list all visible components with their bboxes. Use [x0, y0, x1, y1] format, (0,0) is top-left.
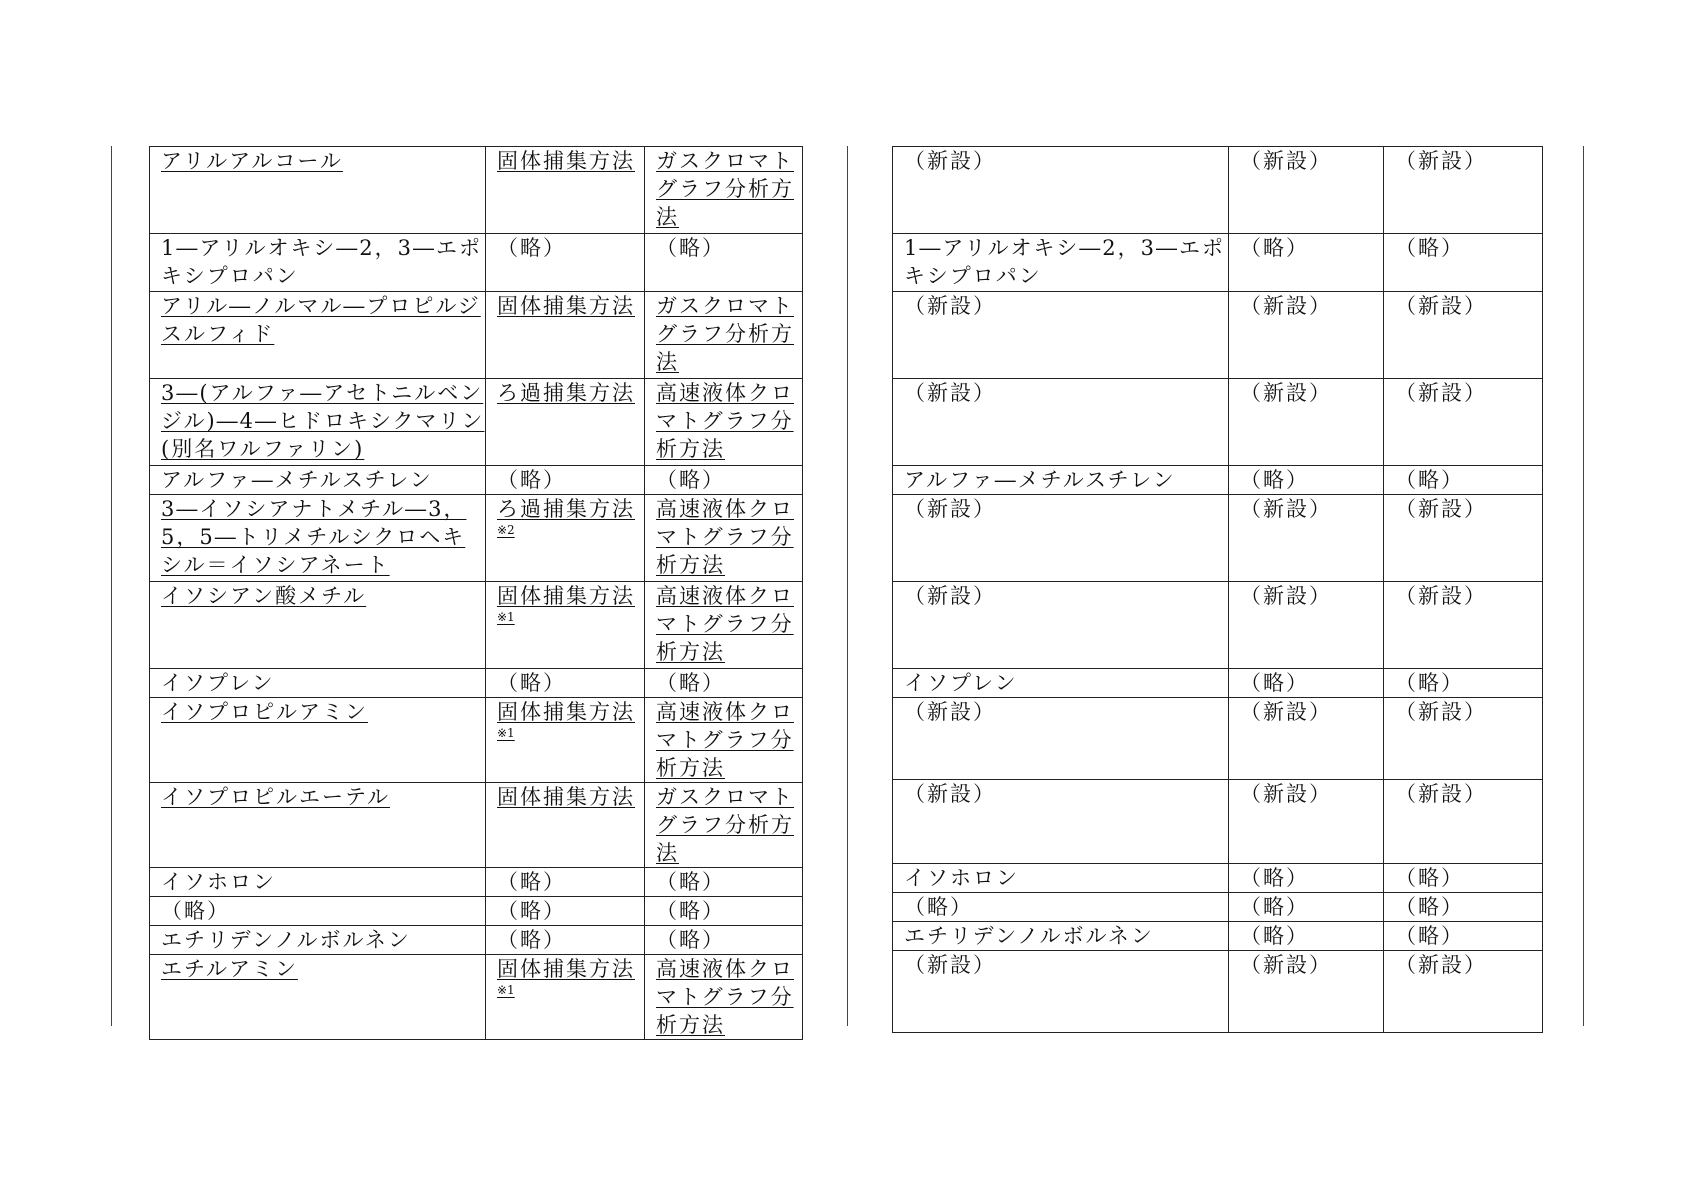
- substance-name: アリルアルコール: [161, 149, 343, 173]
- sampling-method: （新設）: [1240, 381, 1332, 405]
- analysis-method: （略）: [1395, 866, 1464, 890]
- table-row: [150, 698, 803, 783]
- substance-name: エチルアミン: [161, 957, 298, 981]
- sampling-method: 固体捕集方法: [497, 584, 635, 608]
- substance-name: アルファ―メチルスチレン: [904, 468, 1176, 492]
- analysis-method-cell: [1384, 893, 1543, 922]
- sampling-method-cell: [1229, 292, 1384, 379]
- analysis-method-cell: [1384, 466, 1543, 495]
- substance-name: 1―アリルオキシ―2，3―エポキシプロパン: [161, 236, 483, 288]
- substance-name: （略）: [161, 899, 230, 923]
- analysis-method: 高速液体クロマトグラフ分析方法: [656, 381, 794, 461]
- substance-name: 1―アリルオキシ―2，3―エポキシプロパン: [904, 236, 1226, 288]
- analysis-method-cell: [1384, 669, 1543, 698]
- analysis-method-cell: [1384, 698, 1543, 780]
- sampling-method-cell: [486, 147, 645, 234]
- analysis-method: 高速液体クロマトグラフ分析方法: [656, 497, 794, 577]
- table-row: [150, 897, 803, 926]
- substance-name: イソホロン: [904, 866, 1019, 890]
- sampling-method-cell: [1229, 466, 1384, 495]
- substance-cell: [893, 292, 1229, 379]
- sampling-note: ※1: [497, 983, 515, 997]
- sampling-method: （新設）: [1240, 149, 1332, 173]
- sampling-method: 固体捕集方法: [497, 294, 635, 318]
- table-row: [893, 864, 1543, 893]
- sampling-method: 固体捕集方法: [497, 785, 635, 809]
- analysis-method-cell: [1384, 922, 1543, 951]
- sampling-method-cell: [486, 868, 645, 897]
- substance-cell: [893, 582, 1229, 669]
- substance-cell: [150, 466, 486, 495]
- substance-cell: [150, 495, 486, 582]
- sampling-method: （新設）: [1240, 294, 1332, 318]
- right-margin-line: [1583, 146, 1584, 1026]
- substance-cell: [893, 780, 1229, 864]
- sampling-method-cell: [486, 897, 645, 926]
- sampling-method-cell: [486, 292, 645, 379]
- analysis-method: （略）: [656, 899, 725, 923]
- analysis-method: （略）: [1395, 236, 1464, 260]
- sampling-method-cell: [1229, 234, 1384, 292]
- sampling-method: （略）: [497, 236, 566, 260]
- table-row: [893, 234, 1543, 292]
- sampling-method: （略）: [1240, 895, 1309, 919]
- sampling-method: 固体捕集方法: [497, 957, 635, 981]
- substance-name: （新設）: [904, 294, 996, 318]
- substance-cell: [150, 897, 486, 926]
- sampling-method: 固体捕集方法: [497, 700, 635, 724]
- sampling-method-cell: [1229, 893, 1384, 922]
- sampling-method: （新設）: [1240, 584, 1332, 608]
- analysis-method-cell: [1384, 495, 1543, 582]
- analysis-method: （新設）: [1395, 584, 1487, 608]
- substance-cell: [893, 495, 1229, 582]
- substance-name: イソホロン: [161, 870, 276, 894]
- analysis-method: （略）: [1395, 468, 1464, 492]
- sampling-method: （略）: [497, 928, 566, 952]
- table-row: [150, 868, 803, 897]
- analysis-method: 高速液体クロマトグラフ分析方法: [656, 700, 794, 780]
- substance-name: （新設）: [904, 584, 996, 608]
- substance-cell: [150, 292, 486, 379]
- table-row: [150, 783, 803, 868]
- analysis-method: （略）: [656, 928, 725, 952]
- substance-cell: [893, 234, 1229, 292]
- substance-cell: [150, 379, 486, 466]
- sampling-method: （略）: [497, 468, 566, 492]
- analysis-method-cell: [645, 466, 803, 495]
- substance-name: （新設）: [904, 149, 996, 173]
- substance-cell: [150, 669, 486, 698]
- sampling-method-cell: [486, 669, 645, 698]
- substance-name: イソプレン: [904, 671, 1018, 695]
- substance-cell: [150, 868, 486, 897]
- substance-name: （新設）: [904, 381, 996, 405]
- table-row: [150, 495, 803, 582]
- analysis-method: （略）: [656, 236, 725, 260]
- table-row: [150, 466, 803, 495]
- revised-table: [149, 146, 803, 1040]
- substance-cell: [150, 926, 486, 955]
- substance-cell: [893, 466, 1229, 495]
- analysis-method-cell: [1384, 147, 1543, 234]
- analysis-method-cell: [645, 582, 803, 669]
- sampling-method-cell: [1229, 669, 1384, 698]
- analysis-method-cell: [645, 147, 803, 234]
- analysis-method: （略）: [1395, 924, 1464, 948]
- substance-cell: [150, 955, 486, 1040]
- substance-name: （新設）: [904, 782, 996, 806]
- sampling-method-cell: [1229, 495, 1384, 582]
- substance-cell: [893, 698, 1229, 780]
- table-row: [150, 669, 803, 698]
- sampling-method-cell: [486, 234, 645, 292]
- analysis-method-cell: [645, 955, 803, 1040]
- substance-name: （新設）: [904, 497, 996, 521]
- analysis-method-cell: [645, 897, 803, 926]
- substance-name: （新設）: [904, 953, 996, 977]
- analysis-method: （略）: [656, 671, 725, 695]
- sampling-note: ※1: [497, 610, 515, 624]
- sampling-method: （新設）: [1240, 700, 1332, 724]
- analysis-method-cell: [1384, 951, 1543, 1033]
- analysis-method: ガスクロマトグラフ分析方法: [656, 785, 794, 865]
- analysis-method: （新設）: [1395, 782, 1487, 806]
- substance-cell: [893, 147, 1229, 234]
- substance-name: イソプロピルエーテル: [161, 785, 390, 809]
- analysis-method: （新設）: [1395, 294, 1487, 318]
- substance-cell: [893, 379, 1229, 466]
- analysis-method-cell: [645, 783, 803, 868]
- substance-name: イソプロピルアミン: [161, 700, 368, 724]
- sampling-method-cell: [486, 379, 645, 466]
- substance-cell: [893, 951, 1229, 1033]
- substance-name: アリル―ノルマル―プロピルジスルフィド: [161, 294, 481, 346]
- sampling-method-cell: [1229, 951, 1384, 1033]
- analysis-method: （新設）: [1395, 149, 1487, 173]
- substance-cell: [150, 147, 486, 234]
- table-row: [893, 292, 1543, 379]
- center-divider-line: [847, 146, 848, 1026]
- analysis-method: ガスクロマトグラフ分析方法: [656, 149, 794, 229]
- analysis-method: 高速液体クロマトグラフ分析方法: [656, 584, 794, 664]
- sampling-method-cell: [1229, 922, 1384, 951]
- substance-name: エチリデンノルボルネン: [904, 924, 1154, 948]
- table-row: [150, 926, 803, 955]
- table-row: [150, 955, 803, 1040]
- analysis-method-cell: [645, 868, 803, 897]
- substance-cell: [150, 698, 486, 783]
- sampling-method: ろ過捕集方法: [497, 381, 635, 405]
- table-row: [893, 922, 1543, 951]
- sampling-method: （新設）: [1240, 497, 1332, 521]
- substance-name: エチリデンノルボルネン: [161, 928, 411, 952]
- table-row: [893, 698, 1543, 780]
- analysis-method-cell: [1384, 234, 1543, 292]
- sampling-method: （略）: [1240, 866, 1309, 890]
- left-margin-line: [111, 146, 112, 1026]
- table-row: [150, 147, 803, 234]
- sampling-method: （略）: [1240, 236, 1309, 260]
- sampling-method-cell: [1229, 780, 1384, 864]
- table-row: [893, 466, 1543, 495]
- analysis-method: （新設）: [1395, 700, 1487, 724]
- substance-name: 3―(アルファ―アセトニルベンジル)―4―ヒドロキシクマリン(別名ワルファリン): [161, 381, 485, 461]
- sampling-method-cell: [486, 466, 645, 495]
- sampling-method-cell: [486, 495, 645, 582]
- analysis-method: （新設）: [1395, 497, 1487, 521]
- substance-name: （新設）: [904, 700, 996, 724]
- sampling-method-cell: [1229, 379, 1384, 466]
- analysis-method: （略）: [1395, 671, 1464, 695]
- table-row: [893, 379, 1543, 466]
- sampling-method: （新設）: [1240, 953, 1332, 977]
- table-row: [893, 495, 1543, 582]
- sampling-method: （略）: [497, 899, 566, 923]
- table-row: [893, 893, 1543, 922]
- substance-name: イソシアン酸メチル: [161, 584, 367, 608]
- analysis-method: 高速液体クロマトグラフ分析方法: [656, 957, 794, 1037]
- current-table-body: [893, 147, 1543, 1033]
- revised-table-body: [150, 147, 803, 1040]
- table-row: [893, 669, 1543, 698]
- sampling-method: （略）: [1240, 468, 1309, 492]
- substance-name: （略）: [904, 895, 973, 919]
- sampling-method: 固体捕集方法: [497, 149, 635, 173]
- sampling-method-cell: [1229, 147, 1384, 234]
- substance-name: アルファ―メチルスチレン: [161, 468, 433, 492]
- sampling-method: （略）: [1240, 671, 1309, 695]
- substance-cell: [893, 893, 1229, 922]
- sampling-method-cell: [1229, 864, 1384, 893]
- table-row: [150, 292, 803, 379]
- table-row: [893, 951, 1543, 1033]
- sampling-method: ろ過捕集方法: [497, 497, 635, 521]
- table-row: [893, 780, 1543, 864]
- table-row: [893, 147, 1543, 234]
- sampling-method-cell: [486, 783, 645, 868]
- sampling-method: （略）: [1240, 924, 1309, 948]
- sampling-method-cell: [486, 698, 645, 783]
- sampling-method-cell: [486, 926, 645, 955]
- analysis-method: （略）: [656, 870, 725, 894]
- substance-cell: [893, 669, 1229, 698]
- substance-cell: [150, 582, 486, 669]
- analysis-method: （新設）: [1395, 953, 1487, 977]
- analysis-method: （略）: [656, 468, 725, 492]
- analysis-method-cell: [1384, 780, 1543, 864]
- analysis-method-cell: [1384, 292, 1543, 379]
- analysis-method-cell: [645, 234, 803, 292]
- analysis-method: （新設）: [1395, 381, 1487, 405]
- table-row: [150, 234, 803, 292]
- substance-name: イソプレン: [161, 671, 275, 695]
- sampling-note: ※1: [497, 726, 515, 740]
- sampling-method-cell: [1229, 582, 1384, 669]
- table-row: [150, 582, 803, 669]
- substance-name: 3―イソシアナトメチル―3，5，5―トリメチルシクロヘキシル＝イソシアネート: [161, 497, 467, 577]
- analysis-method: ガスクロマトグラフ分析方法: [656, 294, 794, 374]
- table-row: [893, 582, 1543, 669]
- analysis-method-cell: [645, 379, 803, 466]
- sampling-method: （略）: [497, 870, 566, 894]
- sampling-method-cell: [486, 955, 645, 1040]
- analysis-method-cell: [645, 292, 803, 379]
- substance-cell: [893, 864, 1229, 893]
- sampling-note: ※2: [497, 523, 515, 537]
- sampling-method-cell: [1229, 698, 1384, 780]
- table-row: [150, 379, 803, 466]
- analysis-method-cell: [1384, 379, 1543, 466]
- substance-cell: [893, 922, 1229, 951]
- current-table: [892, 146, 1543, 1033]
- analysis-method-cell: [645, 495, 803, 582]
- sampling-method-cell: [486, 582, 645, 669]
- analysis-method: （略）: [1395, 895, 1464, 919]
- analysis-method-cell: [1384, 582, 1543, 669]
- analysis-method-cell: [645, 669, 803, 698]
- substance-cell: [150, 783, 486, 868]
- analysis-method-cell: [645, 698, 803, 783]
- sampling-method: （略）: [497, 671, 566, 695]
- sampling-method: （新設）: [1240, 782, 1332, 806]
- analysis-method-cell: [1384, 864, 1543, 893]
- analysis-method-cell: [645, 926, 803, 955]
- substance-cell: [150, 234, 486, 292]
